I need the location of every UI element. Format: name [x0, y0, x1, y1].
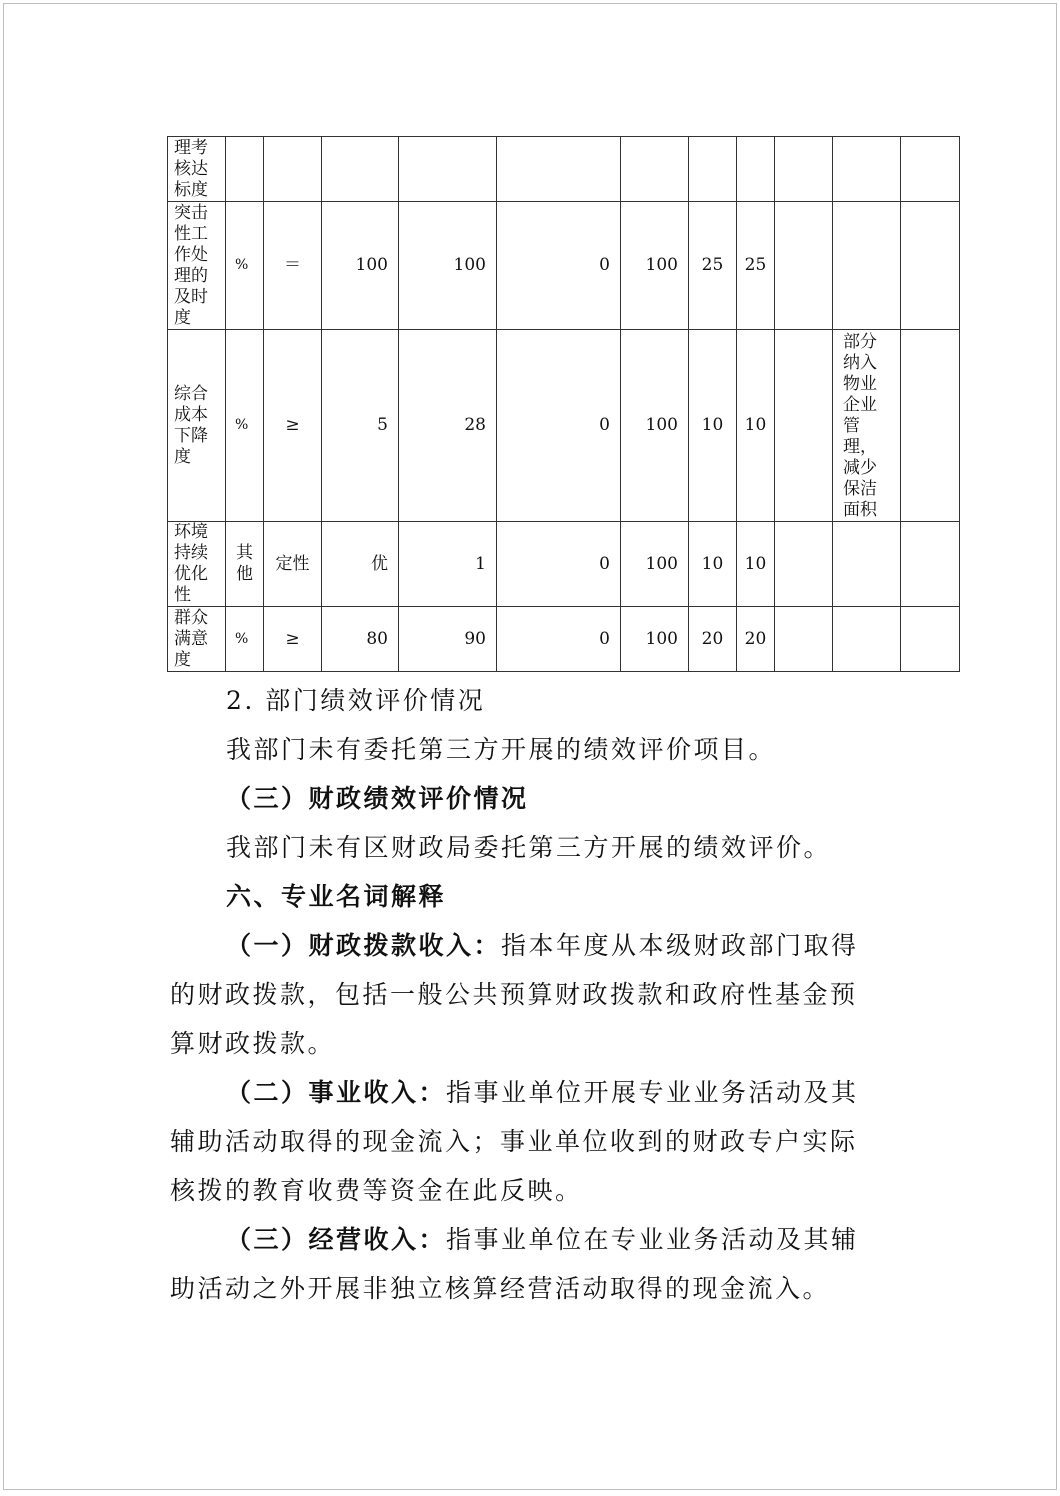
max-cell: 100 [621, 330, 689, 522]
table-row [168, 137, 960, 202]
deviation-cell: 0 [497, 330, 621, 522]
indicator-name: 环境持续优化性 [174, 522, 208, 605]
actual-cell: 90 [399, 607, 497, 672]
table-row [168, 202, 960, 330]
operator-cell: ≥ [264, 607, 322, 672]
section-heading-finance-evaluation: （三）财政绩效评价情况 [226, 784, 529, 813]
indicator-name: 综合成本下降度 [174, 383, 208, 467]
max-cell: 100 [621, 522, 689, 607]
section-body-dept-evaluation: 我部门未有委托第三方开展的绩效评价项目。 [226, 735, 777, 764]
unit-cell: % [226, 330, 264, 522]
target-cell: 优 [322, 522, 399, 607]
glossary-desc: 指事业单位在专业业务活动及其辅助活动之外开展非独立核算经营活动取得的现金流入。 [170, 1225, 859, 1303]
glossary-term: （三）经营收入： [226, 1225, 447, 1254]
score-cell: 20 [737, 607, 775, 672]
table-row [168, 607, 960, 672]
target-cell: 80 [322, 607, 399, 672]
glossary-item-business-income [170, 1068, 882, 1215]
weight-cell: 20 [689, 607, 737, 672]
glossary-term: （二）事业收入： [226, 1078, 447, 1107]
target-cell: 100 [322, 202, 399, 330]
glossary-item-operating-income [170, 1215, 882, 1313]
unit-cell: 其他 [236, 543, 253, 584]
actual-cell: 100 [399, 202, 497, 330]
weight-cell: 10 [689, 522, 737, 607]
score-cell: 25 [737, 202, 775, 330]
target-cell: 5 [322, 330, 399, 522]
weight-cell: 25 [689, 202, 737, 330]
section-body-finance-evaluation: 我部门未有区财政局委托第三方开展的绩效评价。 [226, 833, 832, 862]
glossary-term: （一）财政拨款收入： [226, 931, 502, 960]
score-cell: 10 [737, 522, 775, 607]
unit-cell: % [226, 607, 264, 672]
unit-cell: % [226, 202, 264, 330]
glossary-desc: 指事业单位开展专业业务活动及其辅助活动取得的现金流入；事业单位收到的财政专户实际核拨的教育收费等资金在此反映。 [170, 1078, 859, 1205]
deviation-cell: 0 [497, 607, 621, 672]
document-page [3, 3, 1057, 1490]
operator-cell: 定性 [264, 522, 322, 607]
score-cell: 10 [737, 330, 775, 522]
actual-cell: 1 [399, 522, 497, 607]
section-heading-dept-evaluation: 2. 部门绩效评价情况 [226, 686, 486, 715]
section-heading-glossary: 六、专业名词解释 [226, 882, 447, 911]
indicator-name: 理考核达标度 [174, 137, 208, 200]
table-row [168, 330, 960, 522]
note-cell: 部分纳入物业企业管理，减少保洁面积 [843, 332, 877, 520]
max-cell: 100 [621, 202, 689, 330]
indicator-name: 群众满意度 [174, 607, 208, 670]
glossary-item-fiscal-appropriation [170, 921, 882, 1068]
indicator-name: 突击性工作处理的及时度 [174, 202, 208, 328]
deviation-cell: 0 [497, 202, 621, 330]
glossary-desc: 指本年度从本级财政部门取得的财政拨款，包括一般公共预算财政拨款和政府性基金预算财政拨款。 [170, 931, 859, 1058]
weight-cell: 10 [689, 330, 737, 522]
operator-cell: ≥ [264, 330, 322, 522]
actual-cell: 28 [399, 330, 497, 522]
max-cell: 100 [621, 607, 689, 672]
operator-cell: ＝ [264, 202, 322, 330]
deviation-cell: 0 [497, 522, 621, 607]
table-row [168, 522, 960, 607]
performance-table [167, 136, 960, 672]
